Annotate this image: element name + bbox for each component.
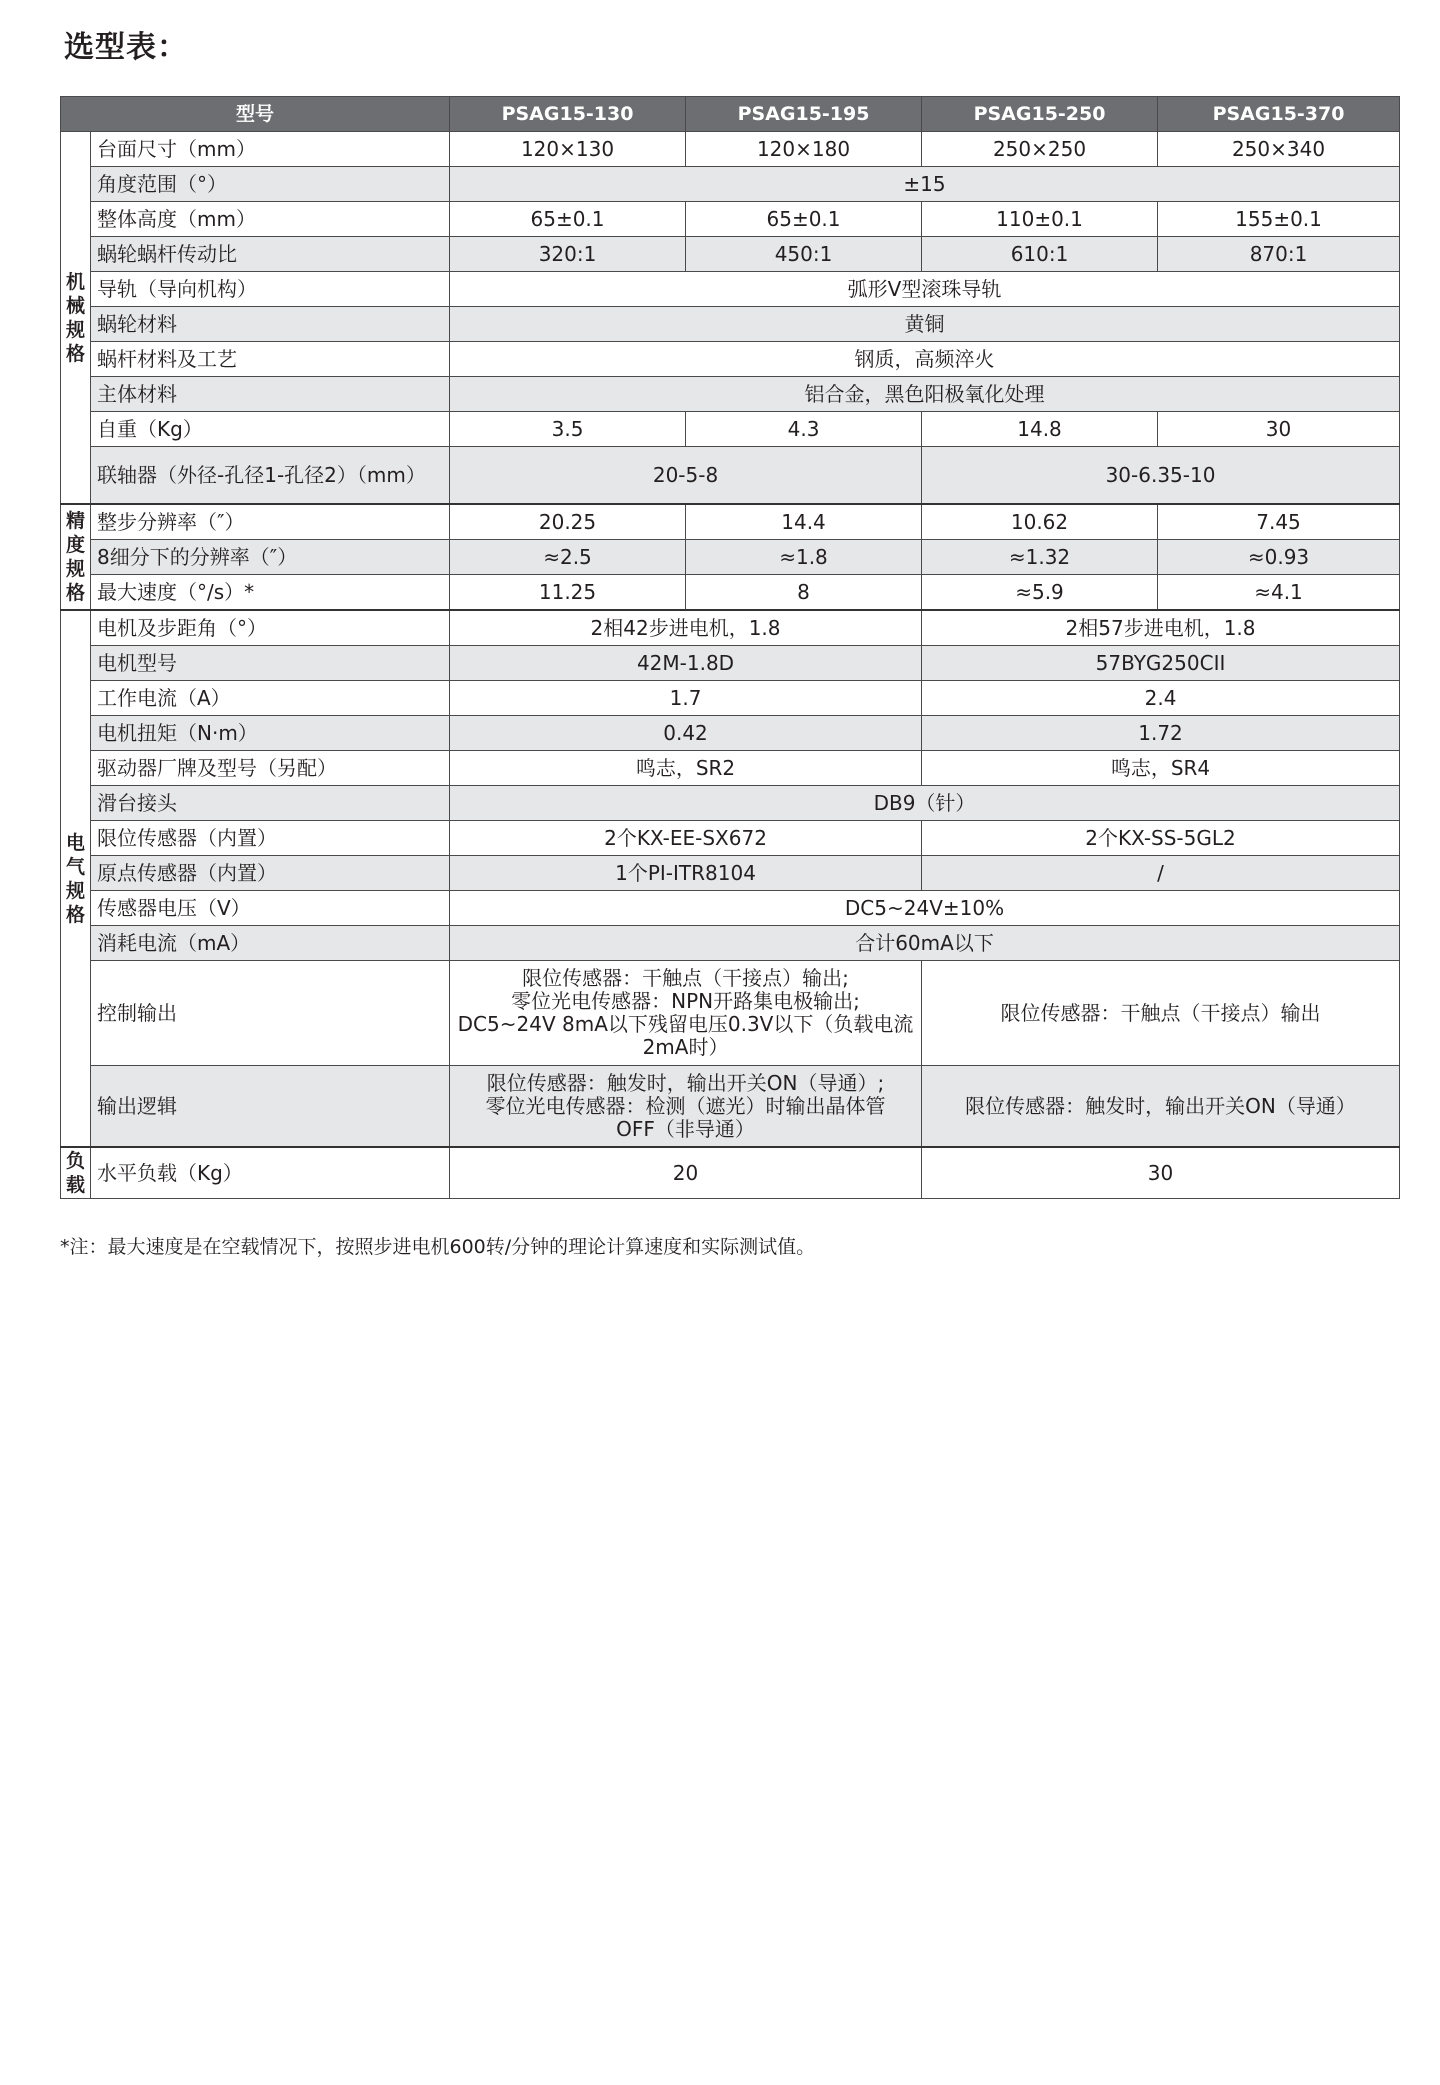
row-label: 消耗电流（mA） (91, 926, 450, 961)
cell: 110±0.1 (922, 202, 1158, 237)
cell: ≈5.9 (922, 575, 1158, 611)
model-header: 型号 (61, 97, 450, 132)
table-row (61, 167, 1400, 202)
cell: 8 (686, 575, 922, 611)
text-line: 零位光电传感器：检测（遮光）时输出晶体管 (485, 1093, 886, 1118)
row-label: 主体材料 (91, 377, 450, 412)
table-row (61, 1147, 1400, 1199)
cell: 钢质，高频淬火 (450, 342, 1400, 377)
footnote: *注：最大速度是在空载情况下，按照步进电机600转/分钟的理论计算速度和实际测试值。 (60, 1236, 816, 1258)
cell: 30 (1158, 412, 1400, 447)
row-label: 整步分辨率（″） (91, 504, 450, 540)
table-row (61, 926, 1400, 961)
cell: ≈4.1 (1158, 575, 1400, 611)
cell: 1.7 (450, 681, 922, 716)
cell: 250×250 (922, 132, 1158, 167)
group-electrical: 电气规格 (61, 610, 91, 1147)
table-row (61, 540, 1400, 575)
cell: 30 (922, 1147, 1400, 1199)
row-label: 原点传感器（内置） (91, 856, 450, 891)
cell: 2个KX-EE-SX672 (450, 821, 922, 856)
cell: DC5~24V±10% (450, 891, 1400, 926)
cell: 2.4 (922, 681, 1400, 716)
cell: / (922, 856, 1400, 891)
row-label: 滑台接头 (91, 786, 450, 821)
cell: 限位传感器：触发时，输出开关ON（导通） (922, 1066, 1400, 1148)
text-line: 限位传感器：触发时，输出开关ON（导通）; (486, 1070, 885, 1095)
table-row (61, 237, 1400, 272)
row-label: 电机扭矩（N·m） (91, 716, 450, 751)
cell: 20 (450, 1147, 922, 1199)
model-header-cell: PSAG15-130 (450, 97, 686, 132)
cell: 2相57步进电机，1.8 (922, 610, 1400, 646)
table-row (61, 786, 1400, 821)
cell: 4.3 (686, 412, 922, 447)
table-row (61, 307, 1400, 342)
row-label: 蜗轮蜗杆传动比 (91, 237, 450, 272)
text-line: 2mA时） (642, 1035, 729, 1059)
row-label: 8细分下的分辨率（″） (91, 540, 450, 575)
table-row (61, 447, 1400, 505)
page-title: 选型表： (64, 30, 188, 65)
group-precision: 精度规格 (61, 504, 91, 610)
row-label: 导轨（导向机构） (91, 272, 450, 307)
cell: 1.72 (922, 716, 1400, 751)
table-row (61, 961, 1400, 1066)
table-row (61, 891, 1400, 926)
cell-multiline (450, 1066, 922, 1148)
row-label: 工作电流（A） (91, 681, 450, 716)
cell: 3.5 (450, 412, 686, 447)
cell: 限位传感器：干触点（干接点）输出 (922, 961, 1400, 1066)
cell: 870:1 (1158, 237, 1400, 272)
row-label: 蜗轮材料 (91, 307, 450, 342)
cell: 合计60mA以下 (450, 926, 1400, 961)
row-label: 限位传感器（内置） (91, 821, 450, 856)
cell: 57BYG250CII (922, 646, 1400, 681)
table-row (61, 575, 1400, 611)
model-header-cell: PSAG15-195 (686, 97, 922, 132)
row-label: 自重（Kg） (91, 412, 450, 447)
row-label: 整体高度（mm） (91, 202, 450, 237)
cell: 155±0.1 (1158, 202, 1400, 237)
cell: 鸣志，SR4 (922, 751, 1400, 786)
cell: 65±0.1 (686, 202, 922, 237)
table-row (61, 1066, 1400, 1148)
cell: 14.4 (686, 504, 922, 540)
cell: 30-6.35-10 (922, 447, 1400, 505)
cell: 2个KX-SS-5GL2 (922, 821, 1400, 856)
table-row (61, 202, 1400, 237)
table-header-row (61, 97, 1400, 132)
table-row (61, 646, 1400, 681)
row-label: 传感器电压（V） (91, 891, 450, 926)
row-label: 电机型号 (91, 646, 450, 681)
row-label: 最大速度（°/s）* (91, 575, 450, 611)
cell: 20.25 (450, 504, 686, 540)
cell: 10.62 (922, 504, 1158, 540)
table-row (61, 504, 1400, 540)
model-header-cell: PSAG15-250 (922, 97, 1158, 132)
cell: ≈2.5 (450, 540, 686, 575)
cell: 14.8 (922, 412, 1158, 447)
cell: 610:1 (922, 237, 1158, 272)
row-label: 电机及步距角（°） (91, 610, 450, 646)
cell: 320:1 (450, 237, 686, 272)
row-label: 输出逻辑 (91, 1066, 450, 1148)
cell: 铝合金，黑色阳极氧化处理 (450, 377, 1400, 412)
row-label: 控制输出 (91, 961, 450, 1066)
cell: 11.25 (450, 575, 686, 611)
cell-multiline (450, 961, 922, 1066)
text-line: 零位光电传感器：NPN开路集电极输出; (511, 989, 860, 1013)
cell: ±15 (450, 167, 1400, 202)
text-line: 限位传感器：干触点（干接点）输出; (522, 966, 849, 990)
table-row (61, 377, 1400, 412)
text-line: DC5~24V 8mA以下残留电压0.3V以下（负载电流 (457, 1012, 914, 1036)
cell: 黄铜 (450, 307, 1400, 342)
cell: 120×130 (450, 132, 686, 167)
table-row (61, 342, 1400, 377)
cell: 42M-1.8D (450, 646, 922, 681)
row-label: 驱动器厂牌及型号（另配） (91, 751, 450, 786)
cell: 20-5-8 (450, 447, 922, 505)
group-load: 负载 (61, 1147, 91, 1199)
model-header-cell: PSAG15-370 (1158, 97, 1400, 132)
cell: 弧形V型滚珠导轨 (450, 272, 1400, 307)
cell: ≈1.8 (686, 540, 922, 575)
table-row (61, 821, 1400, 856)
row-label: 角度范围（°） (91, 167, 450, 202)
table-row (61, 681, 1400, 716)
table-row (61, 751, 1400, 786)
table-row (61, 132, 1400, 167)
row-label: 蜗杆材料及工艺 (91, 342, 450, 377)
cell: 鸣志，SR2 (450, 751, 922, 786)
row-label: 联轴器（外径-孔径1-孔径2）（mm） (91, 447, 450, 505)
table-row (61, 610, 1400, 646)
group-mechanical: 机械规格 (61, 132, 91, 505)
cell: DB9（针） (450, 786, 1400, 821)
selection-table (60, 96, 1400, 1199)
cell: ≈1.32 (922, 540, 1158, 575)
cell: 7.45 (1158, 504, 1400, 540)
cell: 120×180 (686, 132, 922, 167)
cell: 2相42步进电机，1.8 (450, 610, 922, 646)
table-row (61, 856, 1400, 891)
table-row (61, 412, 1400, 447)
cell: 250×340 (1158, 132, 1400, 167)
text-line: OFF（非导通） (616, 1116, 755, 1141)
cell: 450:1 (686, 237, 922, 272)
cell: 0.42 (450, 716, 922, 751)
row-label: 水平负载（Kg） (91, 1147, 450, 1199)
cell: 65±0.1 (450, 202, 686, 237)
cell: 1个PI-ITR8104 (450, 856, 922, 891)
table-row (61, 716, 1400, 751)
table-row (61, 272, 1400, 307)
cell: ≈0.93 (1158, 540, 1400, 575)
row-label: 台面尺寸（mm） (91, 132, 450, 167)
